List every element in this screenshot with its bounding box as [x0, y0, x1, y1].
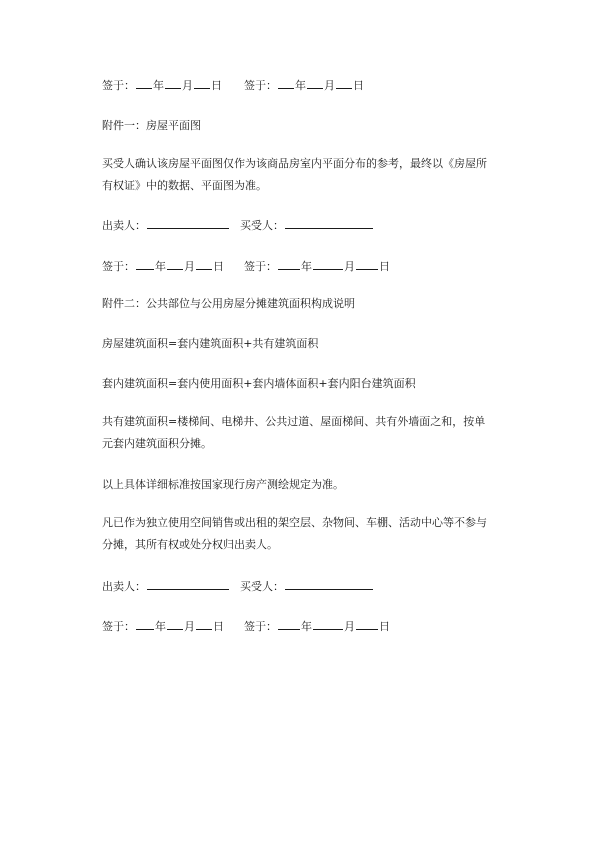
day-label-2: 日: [379, 260, 390, 273]
formula-2: 套内建筑面积=套内使用面积+套内墙体面积+套内阳台建筑面积: [102, 377, 416, 390]
day-blank[interactable]: [194, 77, 210, 89]
year-blank-2[interactable]: [278, 258, 300, 270]
seller-label: 出卖人：: [102, 580, 146, 593]
month-blank[interactable]: [167, 618, 183, 630]
month-blank-2[interactable]: [313, 258, 343, 270]
buyer-blank[interactable]: [285, 578, 373, 590]
year-label: 年: [155, 620, 166, 633]
annex2-title: 附件二：公共部位与公用房屋分摊建筑面积构成说明: [102, 297, 355, 310]
buyer-label: 买受人：: [240, 580, 284, 593]
sign-line-3: [102, 618, 390, 634]
year-blank[interactable]: [136, 77, 152, 89]
month-label: 月: [182, 79, 193, 92]
year-label: 年: [155, 260, 166, 273]
year-label: 年: [153, 79, 164, 92]
year-label-2: 年: [301, 260, 312, 273]
party-line-1: [102, 217, 374, 233]
sign-label: 签于：: [102, 620, 135, 633]
year-label-2: 年: [301, 620, 312, 633]
sign-label-2: 签于：: [244, 260, 277, 273]
sign-line-1: [102, 77, 364, 93]
buyer-label: 买受人：: [240, 219, 284, 232]
day-blank-2[interactable]: [336, 77, 352, 89]
year-label-2: 年: [295, 79, 306, 92]
month-blank[interactable]: [167, 258, 183, 270]
month-blank[interactable]: [165, 77, 181, 89]
day-label: 日: [211, 79, 222, 92]
day-label-2: 日: [379, 620, 390, 633]
day-label-2: 日: [353, 79, 364, 92]
shared-area-text: 共有建筑面积=楼梯间、电梯井、公共过道、屋面梯间、共有外墙面之和，按单元套内建筑面积分摊。: [102, 415, 486, 450]
sign-label: 签于：: [102, 260, 135, 273]
month-label-2: 月: [324, 79, 335, 92]
year-blank[interactable]: [136, 618, 154, 630]
day-label: 日: [213, 260, 224, 273]
sign-label-2: 签于：: [244, 620, 277, 633]
standard-text: 以上具体详细标准按国家现行房产测绘规定为准。: [102, 478, 344, 491]
seller-label: 出卖人：: [102, 219, 146, 232]
day-blank[interactable]: [196, 618, 212, 630]
sign-label: 签于：: [102, 79, 135, 92]
annex1-text: 买受人确认该房屋平面图仅作为该商品房室内平面分布的参考，最终以《房屋所有权证》中的数据、平面图为准。: [102, 157, 487, 192]
month-label: 月: [184, 620, 195, 633]
sign-line-2: [102, 258, 390, 274]
seller-blank[interactable]: [147, 578, 229, 590]
year-blank[interactable]: [136, 258, 154, 270]
month-label-2: 月: [344, 620, 355, 633]
buyer-blank[interactable]: [285, 217, 373, 229]
exclusion-text: 凡已作为独立使用空间销售或出租的架空层、杂物间、车棚、活动中心等不参与分摊，其所有权或处分权归出卖人。: [102, 516, 487, 551]
month-blank-2[interactable]: [313, 618, 343, 630]
party-line-2: [102, 578, 374, 594]
seller-blank[interactable]: [147, 217, 229, 229]
annex1-title: 附件一：房屋平面图: [102, 119, 201, 132]
month-label: 月: [184, 260, 195, 273]
day-blank[interactable]: [196, 258, 212, 270]
year-blank-2[interactable]: [278, 618, 300, 630]
day-label: 日: [213, 620, 224, 633]
year-blank-2[interactable]: [278, 77, 294, 89]
sign-label-2: 签于：: [244, 79, 277, 92]
month-label-2: 月: [344, 260, 355, 273]
month-blank-2[interactable]: [307, 77, 323, 89]
formula-1: 房屋建筑面积=套内建筑面积+共有建筑面积: [102, 337, 319, 350]
day-blank-2[interactable]: [356, 618, 378, 630]
day-blank-2[interactable]: [356, 258, 378, 270]
